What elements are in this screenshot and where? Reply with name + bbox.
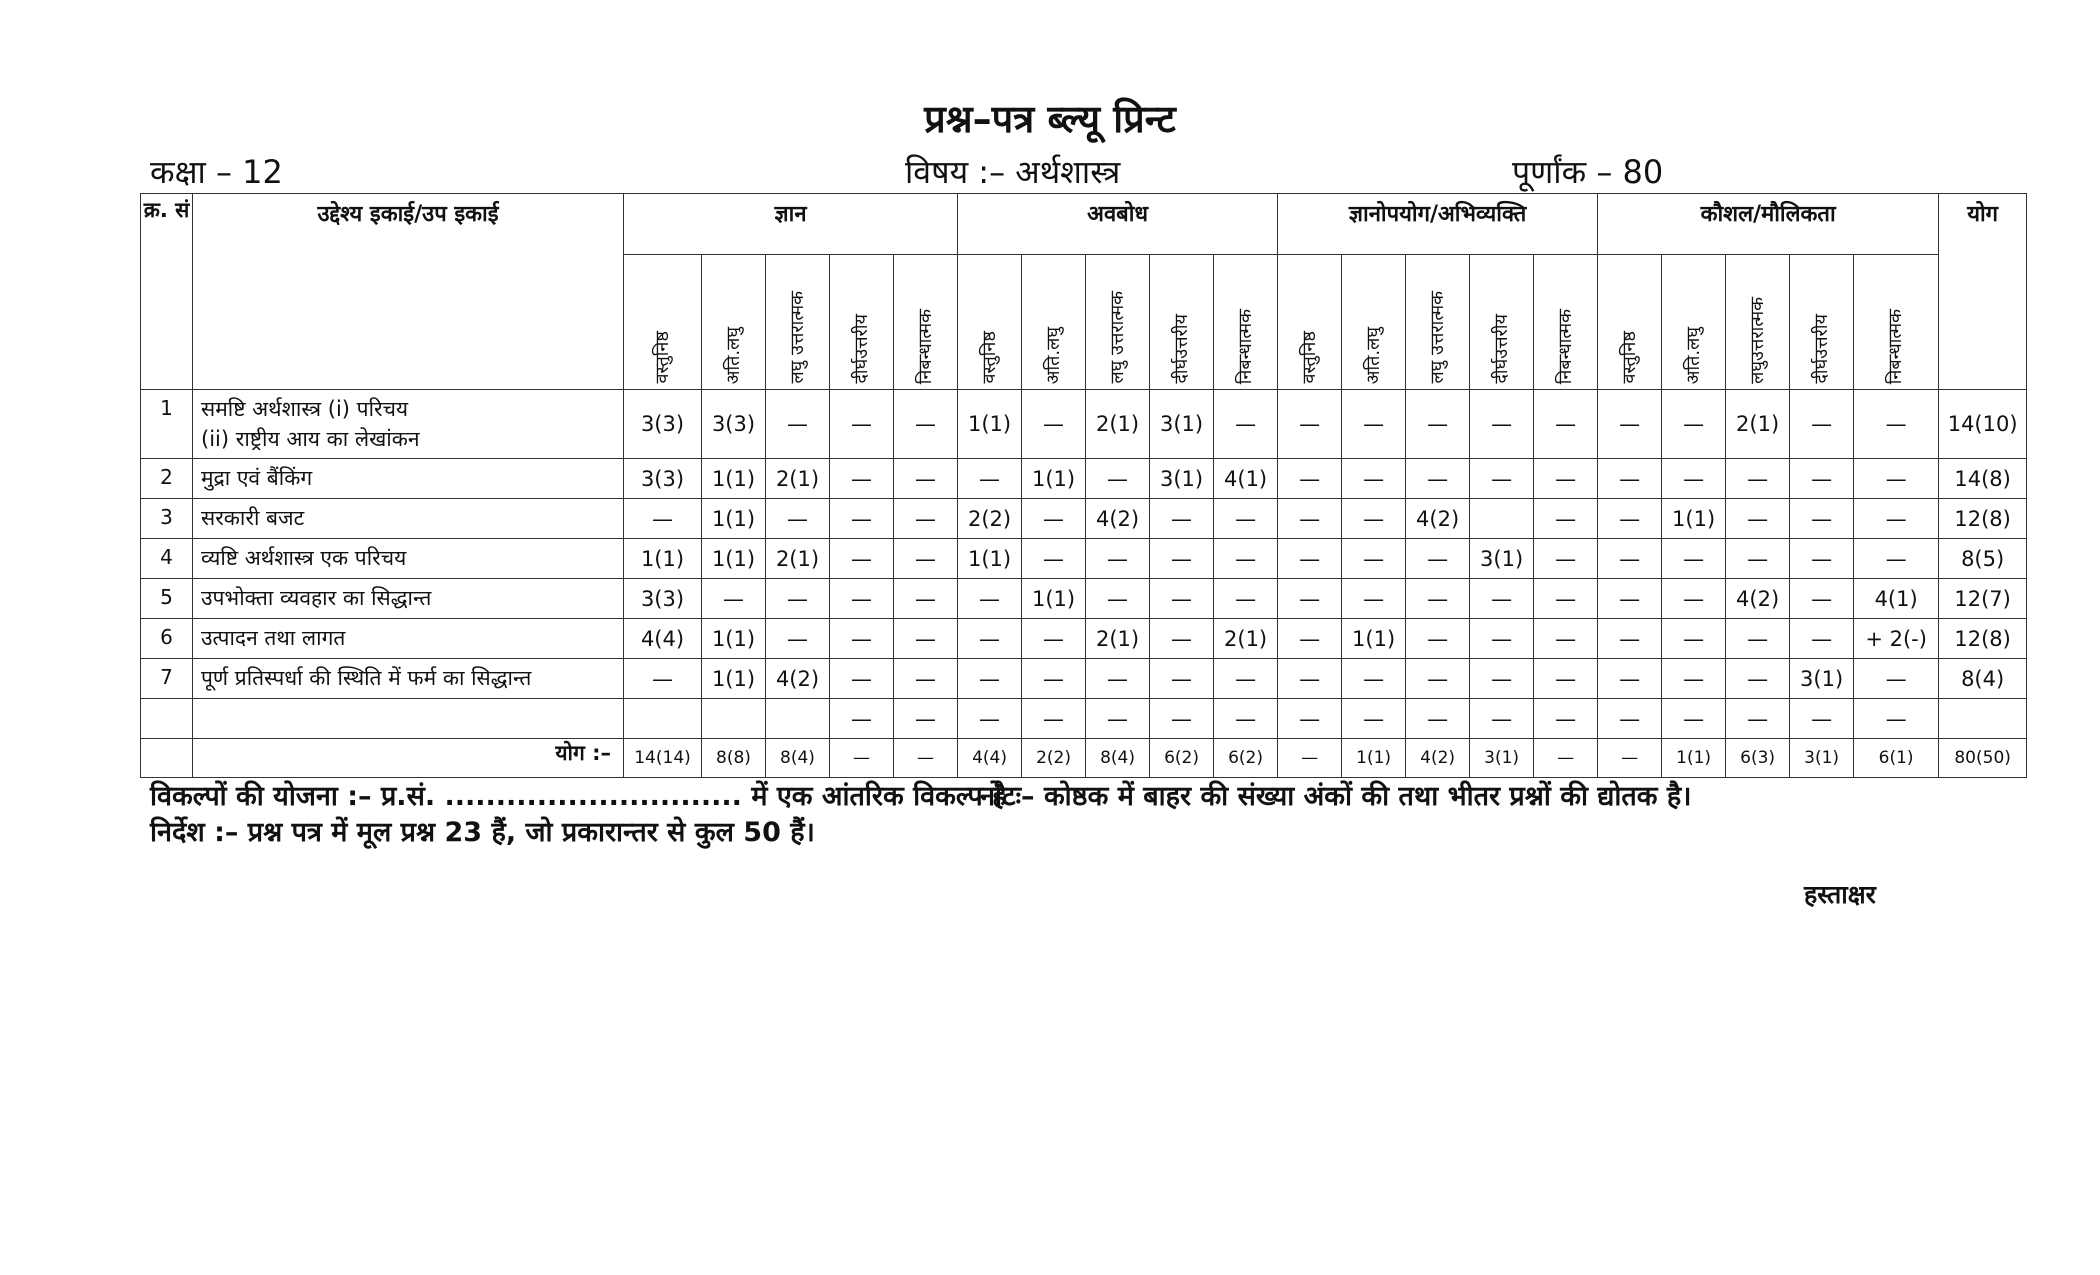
marks-cell: — — [1534, 459, 1598, 499]
marks-cell: — — [1406, 699, 1470, 739]
marks-cell: 4(2) — [1086, 499, 1150, 539]
topic-text: मुद्रा एवं बैंकिंग — [201, 466, 313, 490]
subheader-cell — [1726, 255, 1790, 390]
total-marks-cell: — — [1598, 739, 1662, 778]
marks-cell: — — [1662, 579, 1726, 619]
marks-cell: — — [1662, 619, 1726, 659]
total-marks-cell: 2(2) — [1022, 739, 1086, 778]
marks-cell: — — [1086, 579, 1150, 619]
marks-cell: — — [1342, 390, 1406, 459]
full-marks-label: पूर्णांक – 80 — [1512, 153, 1664, 191]
marks-cell: — — [1150, 539, 1214, 579]
serial-cell: 2 — [141, 459, 193, 499]
total-marks-cell: 1(1) — [1662, 739, 1726, 778]
row-total-cell: 12(7) — [1939, 579, 2027, 619]
marks-cell: — — [766, 499, 830, 539]
marks-cell — [624, 699, 702, 739]
marks-cell: — — [1854, 390, 1939, 459]
marks-cell: — — [1342, 539, 1406, 579]
marks-cell: — — [1278, 579, 1342, 619]
topic-cell — [193, 539, 624, 579]
marks-cell: — — [1662, 539, 1726, 579]
marks-cell: — — [894, 539, 958, 579]
blueprint-table — [140, 193, 2027, 778]
serial-cell: 3 — [141, 499, 193, 539]
serial-cell — [141, 699, 193, 739]
topic-text: उत्पादन तथा लागत — [201, 626, 346, 650]
row-total-cell: 8(4) — [1939, 659, 2027, 699]
marks-cell: — — [1598, 459, 1662, 499]
topic-text: सरकारी बजट — [201, 506, 305, 530]
marks-cell: 3(1) — [1790, 659, 1854, 699]
subheader-label: दीर्घउत्तरीय — [1170, 314, 1192, 384]
total-marks-cell: — — [1278, 739, 1342, 778]
topic-cell — [193, 579, 624, 619]
marks-cell: — — [1214, 699, 1278, 739]
marks-cell: — — [1278, 390, 1342, 459]
class-label: कक्षा – 12 — [150, 153, 283, 191]
row-total-cell: 8(5) — [1939, 539, 2027, 579]
topic-cell — [193, 699, 624, 739]
marks-cell: — — [766, 390, 830, 459]
marks-cell: — — [1470, 699, 1534, 739]
row-total-cell — [1939, 699, 2027, 739]
total-marks-cell: 8(4) — [1086, 739, 1150, 778]
marks-cell: 3(3) — [624, 390, 702, 459]
marks-cell: — — [702, 579, 766, 619]
marks-cell: — — [1470, 579, 1534, 619]
marks-cell: — — [1022, 499, 1086, 539]
marks-cell: — — [894, 579, 958, 619]
subheader-label: दीर्घउत्तरीय — [1810, 314, 1832, 384]
subheader-label: वस्तुनिष्ठ — [1298, 331, 1320, 384]
subheader-cell — [894, 255, 958, 390]
row-total-cell: 14(8) — [1939, 459, 2027, 499]
marks-cell: — — [958, 659, 1022, 699]
topic-text: उपभोक्ता व्यवहार का सिद्धान्त — [201, 586, 432, 610]
total-marks-cell: 1(1) — [1342, 739, 1406, 778]
marks-cell: — — [1790, 499, 1854, 539]
marks-cell: 1(1) — [702, 459, 766, 499]
marks-cell: 2(1) — [766, 539, 830, 579]
group-header: अवबोध — [958, 194, 1278, 255]
marks-cell: 1(1) — [1662, 499, 1726, 539]
page-title: प्रश्न–पत्र ब्ल्यू प्रिन्ट — [924, 97, 1176, 141]
marks-cell: — — [1278, 459, 1342, 499]
total-marks-cell: — — [1534, 739, 1598, 778]
signature-label: हस्ताक्षर — [1804, 880, 1876, 909]
marks-cell: — — [1470, 459, 1534, 499]
subheader-label: अति.लघु — [1362, 326, 1384, 384]
marks-cell: — — [1278, 699, 1342, 739]
subheader-label: लघु उत्तरात्मक — [786, 291, 808, 384]
marks-cell: — — [1726, 619, 1790, 659]
marks-cell: 1(1) — [702, 659, 766, 699]
marks-cell: — — [1150, 619, 1214, 659]
header-serial: क्र. सं — [141, 194, 193, 390]
marks-cell: — — [624, 499, 702, 539]
total-marks-cell: 4(2) — [1406, 739, 1470, 778]
table-row — [141, 699, 2027, 739]
topic-text: समष्टि अर्थशास्त्र (i) परिचय — [201, 397, 409, 421]
marks-cell: — — [1086, 459, 1150, 499]
subheader-cell — [1214, 255, 1278, 390]
marks-cell: — — [1214, 499, 1278, 539]
marks-cell: — — [1598, 539, 1662, 579]
table-row — [141, 619, 2027, 659]
total-marks-cell: 6(1) — [1854, 739, 1939, 778]
marks-cell: — — [1790, 459, 1854, 499]
marks-cell: — — [1342, 659, 1406, 699]
marks-cell — [1470, 499, 1534, 539]
marks-cell: 4(1) — [1854, 579, 1939, 619]
marks-cell: 4(4) — [624, 619, 702, 659]
marks-cell: — — [1278, 499, 1342, 539]
marks-cell: — — [958, 619, 1022, 659]
total-row — [141, 739, 2027, 778]
topic-text: पूर्ण प्रतिस्पर्धा की स्थिति में फर्म का सिद्धान्त — [201, 666, 532, 690]
marks-cell: — — [1214, 539, 1278, 579]
marks-cell — [766, 699, 830, 739]
subheader-cell — [1278, 255, 1342, 390]
row-total-cell: 14(10) — [1939, 390, 2027, 459]
subheader-cell — [1790, 255, 1854, 390]
marks-cell: — — [1342, 459, 1406, 499]
total-marks-cell: 3(1) — [1790, 739, 1854, 778]
marks-cell: — — [1790, 579, 1854, 619]
serial-cell: 1 — [141, 390, 193, 459]
subheader-label: अति.लघु — [1682, 326, 1704, 384]
marks-cell: — — [830, 390, 894, 459]
total-label: योग :– — [193, 739, 624, 778]
row-total-cell: 12(8) — [1939, 499, 2027, 539]
subheader-cell — [1598, 255, 1662, 390]
marks-cell: — — [766, 579, 830, 619]
subheader-cell — [624, 255, 702, 390]
subheader-label: दीर्घउत्तरीय — [850, 314, 872, 384]
marks-cell: 2(1) — [1086, 390, 1150, 459]
subheader-cell — [1534, 255, 1598, 390]
subheader-label: निबन्धात्मक — [914, 308, 936, 384]
marks-cell: — — [766, 619, 830, 659]
total-marks-cell: — — [894, 739, 958, 778]
marks-cell: 2(1) — [1214, 619, 1278, 659]
note-text: नोटः– कोष्ठक में बाहर की संख्या अंकों की तथा भीतर प्रश्नों की द्योतक है। — [980, 781, 1692, 812]
table-row — [141, 539, 2027, 579]
subheader-label: निबन्धात्मक — [1554, 308, 1576, 384]
marks-cell: — — [894, 499, 958, 539]
marks-cell: — — [1342, 699, 1406, 739]
table-row — [141, 459, 2027, 499]
marks-cell: 4(2) — [1726, 579, 1790, 619]
marks-cell: — — [830, 579, 894, 619]
marks-cell: — — [958, 459, 1022, 499]
subheader-cell — [958, 255, 1022, 390]
subheader-cell — [1662, 255, 1726, 390]
marks-cell: — — [1470, 619, 1534, 659]
marks-cell: — — [1534, 390, 1598, 459]
total-marks-cell: 6(2) — [1150, 739, 1214, 778]
marks-cell: — — [1278, 659, 1342, 699]
topic-cell — [193, 459, 624, 499]
group-header: कौशल/मौलिकता — [1598, 194, 1939, 255]
marks-cell: + 2(-) — [1854, 619, 1939, 659]
marks-cell: 1(1) — [624, 539, 702, 579]
marks-cell: — — [1598, 619, 1662, 659]
subheader-label: दीर्घउत्तरीय — [1490, 314, 1512, 384]
marks-cell: — — [624, 659, 702, 699]
group-header: ज्ञानोपयोग/अभिव्यक्ति — [1278, 194, 1598, 255]
marks-cell: — — [1854, 659, 1939, 699]
marks-cell: 2(1) — [1726, 390, 1790, 459]
marks-cell: — — [1726, 659, 1790, 699]
subheader-label: वस्तुनिष्ठ — [651, 331, 673, 384]
subject-label: विषय :– अर्थशास्त्र — [905, 153, 1121, 191]
topic-subtext: (ii) राष्ट्रीय आय का लेखांकन — [201, 427, 420, 451]
marks-cell: 1(1) — [1022, 579, 1086, 619]
marks-cell: 4(2) — [766, 659, 830, 699]
subheader-label: लघु उत्तरात्मक — [1426, 291, 1448, 384]
marks-cell: — — [1598, 579, 1662, 619]
marks-cell: — — [1086, 659, 1150, 699]
marks-cell: — — [1470, 390, 1534, 459]
marks-cell: — — [1150, 499, 1214, 539]
total-marks-cell: 6(3) — [1726, 739, 1790, 778]
marks-cell: — — [1022, 390, 1086, 459]
marks-cell: — — [1278, 619, 1342, 659]
marks-cell: 1(1) — [958, 539, 1022, 579]
marks-cell: — — [1086, 539, 1150, 579]
marks-cell: — — [1726, 699, 1790, 739]
marks-cell: — — [1726, 539, 1790, 579]
header-total: योग — [1939, 194, 2027, 390]
subheader-label: निबन्धात्मक — [1234, 308, 1256, 384]
marks-cell: — — [894, 390, 958, 459]
marks-cell: — — [1342, 499, 1406, 539]
marks-cell: — — [894, 659, 958, 699]
marks-cell: 3(1) — [1470, 539, 1534, 579]
subheader-cell — [1854, 255, 1939, 390]
marks-cell: — — [830, 659, 894, 699]
marks-cell: 3(3) — [624, 459, 702, 499]
marks-cell — [702, 699, 766, 739]
topic-cell — [193, 619, 624, 659]
total-marks-cell: 8(4) — [766, 739, 830, 778]
marks-cell: — — [1086, 699, 1150, 739]
marks-cell: — — [1790, 699, 1854, 739]
marks-cell: — — [1022, 659, 1086, 699]
subheader-label: वस्तुनिष्ठ — [1618, 331, 1640, 384]
marks-cell: 2(2) — [958, 499, 1022, 539]
row-total-cell: 12(8) — [1939, 619, 2027, 659]
marks-cell: — — [1598, 390, 1662, 459]
serial-cell: 5 — [141, 579, 193, 619]
instruction-text: निर्देश :– प्रश्न पत्र में मूल प्रश्न 23 हैं, जो प्रकारान्तर से कुल 50 हैं। — [150, 817, 815, 848]
options-scheme: विकल्पों की योजना :– प्र.सं. ............................. में एक आंतरिक विकल्प है — [150, 781, 1007, 812]
marks-cell: 1(1) — [702, 539, 766, 579]
marks-cell: 1(1) — [702, 499, 766, 539]
marks-cell: — — [1534, 579, 1598, 619]
marks-cell: — — [1662, 459, 1726, 499]
serial-cell: 7 — [141, 659, 193, 699]
grand-total-cell: 80(50) — [1939, 739, 2027, 778]
marks-cell: — — [1790, 390, 1854, 459]
total-marks-cell: 14(14) — [624, 739, 702, 778]
marks-cell: — — [894, 459, 958, 499]
subheader-label: अति.लघु — [722, 326, 744, 384]
table-body — [141, 390, 2027, 778]
table-row — [141, 659, 2027, 699]
marks-cell: — — [1214, 659, 1278, 699]
topic-cell — [193, 659, 624, 699]
marks-cell: — — [958, 699, 1022, 739]
table-row — [141, 499, 2027, 539]
marks-cell: — — [1790, 539, 1854, 579]
marks-cell: — — [1406, 659, 1470, 699]
marks-cell: — — [1854, 499, 1939, 539]
marks-cell: — — [958, 579, 1022, 619]
marks-cell: — — [1662, 699, 1726, 739]
marks-cell: 4(1) — [1214, 459, 1278, 499]
marks-cell: — — [1342, 579, 1406, 619]
marks-cell: — — [1854, 699, 1939, 739]
marks-cell: — — [1406, 390, 1470, 459]
marks-cell: — — [1662, 390, 1726, 459]
topic-text: व्यष्टि अर्थशास्त्र एक परिचय — [201, 546, 407, 570]
marks-cell: — — [1534, 539, 1598, 579]
marks-cell: — — [1406, 619, 1470, 659]
marks-cell: 1(1) — [702, 619, 766, 659]
marks-cell: — — [1150, 659, 1214, 699]
marks-cell: 3(3) — [702, 390, 766, 459]
marks-cell: — — [1214, 579, 1278, 619]
marks-cell: 1(1) — [1342, 619, 1406, 659]
table-row — [141, 579, 2027, 619]
marks-cell: — — [1854, 539, 1939, 579]
marks-cell: — — [1278, 539, 1342, 579]
marks-cell: — — [1598, 499, 1662, 539]
marks-cell: — — [1534, 699, 1598, 739]
subheader-label: वस्तुनिष्ठ — [978, 331, 1000, 384]
marks-cell: — — [1534, 619, 1598, 659]
subheader-label: अति.लघु — [1042, 326, 1064, 384]
marks-cell: 3(3) — [624, 579, 702, 619]
marks-cell: — — [1854, 459, 1939, 499]
total-marks-cell: — — [830, 739, 894, 778]
marks-cell: — — [1534, 659, 1598, 699]
marks-cell: — — [1598, 659, 1662, 699]
subheader-label: निबन्धात्मक — [1885, 308, 1907, 384]
marks-cell: — — [1726, 499, 1790, 539]
marks-cell: 2(1) — [1086, 619, 1150, 659]
marks-cell: — — [1662, 659, 1726, 699]
marks-cell: — — [830, 499, 894, 539]
marks-cell: — — [830, 619, 894, 659]
subheader-label: लघु उत्तरात्मक — [1106, 291, 1128, 384]
table-row — [141, 390, 2027, 459]
marks-cell: — — [1598, 699, 1662, 739]
subheader-label: लघुउत्तरात्मक — [1746, 297, 1768, 384]
marks-cell: — — [1726, 459, 1790, 499]
subheader-cell — [766, 255, 830, 390]
marks-cell: — — [894, 619, 958, 659]
total-marks-cell: 4(4) — [958, 739, 1022, 778]
marks-cell: — — [1470, 659, 1534, 699]
subheader-cell — [1342, 255, 1406, 390]
topic-cell — [193, 390, 624, 459]
header-unit: उद्देश्य इकाई/उप इकाई — [193, 194, 624, 390]
total-marks-cell: 3(1) — [1470, 739, 1534, 778]
group-header: ज्ञान — [624, 194, 958, 255]
serial-cell — [141, 739, 193, 778]
marks-cell: — — [1790, 619, 1854, 659]
marks-cell: — — [830, 459, 894, 499]
marks-cell: — — [1150, 579, 1214, 619]
marks-cell: — — [830, 699, 894, 739]
marks-cell: — — [1022, 539, 1086, 579]
marks-cell: — — [1022, 699, 1086, 739]
serial-cell: 6 — [141, 619, 193, 659]
total-marks-cell: 6(2) — [1214, 739, 1278, 778]
subheader-cell — [1086, 255, 1150, 390]
marks-cell: — — [1214, 390, 1278, 459]
marks-cell: — — [894, 699, 958, 739]
subheader-cell — [702, 255, 766, 390]
subheader-cell — [1470, 255, 1534, 390]
topic-cell — [193, 499, 624, 539]
subheader-cell — [1406, 255, 1470, 390]
marks-cell: — — [1022, 619, 1086, 659]
marks-cell: — — [1406, 459, 1470, 499]
marks-cell: 3(1) — [1150, 390, 1214, 459]
subheader-cell — [830, 255, 894, 390]
subheader-cell — [1022, 255, 1086, 390]
serial-cell: 4 — [141, 539, 193, 579]
marks-cell: 1(1) — [1022, 459, 1086, 499]
subheader-cell — [1150, 255, 1214, 390]
total-marks-cell: 8(8) — [702, 739, 766, 778]
marks-cell: — — [830, 539, 894, 579]
marks-cell: — — [1150, 699, 1214, 739]
marks-cell: 2(1) — [766, 459, 830, 499]
marks-cell: 3(1) — [1150, 459, 1214, 499]
marks-cell: — — [1406, 539, 1470, 579]
marks-cell: 4(2) — [1406, 499, 1470, 539]
marks-cell: — — [1534, 499, 1598, 539]
marks-cell: 1(1) — [958, 390, 1022, 459]
marks-cell: — — [1406, 579, 1470, 619]
